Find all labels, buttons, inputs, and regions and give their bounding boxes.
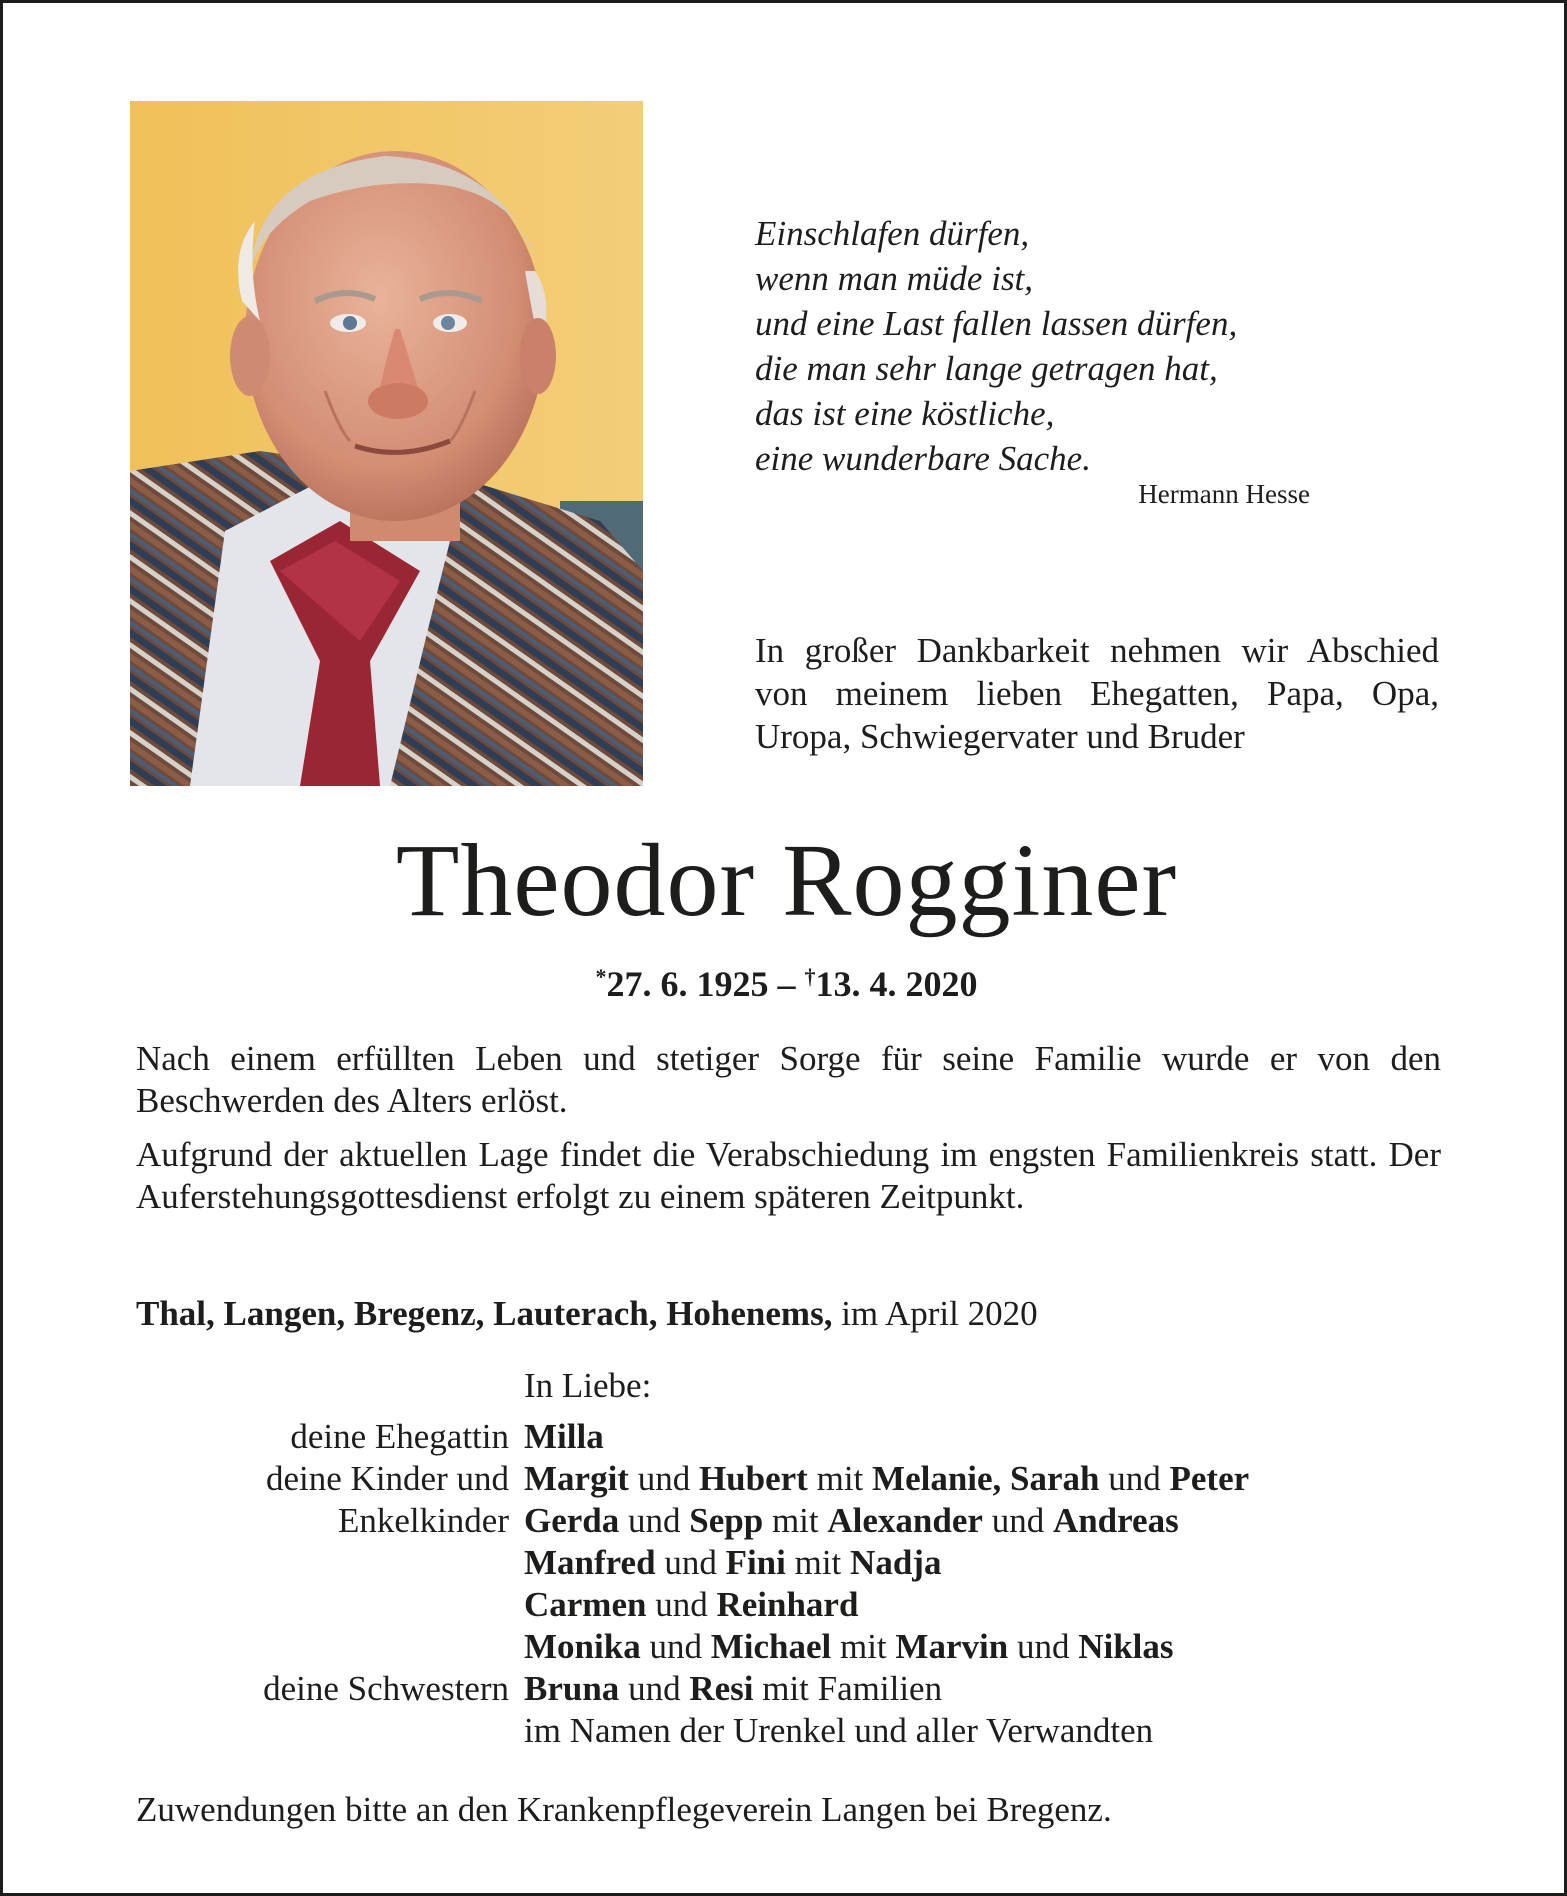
- family-member-name: Hubert: [698, 1459, 808, 1498]
- family-members: [524, 1710, 1153, 1752]
- family-member-name: Sepp: [689, 1501, 764, 1540]
- family-row: [136, 1500, 1441, 1542]
- deceased-name: Theodor Rogginer: [395, 823, 1178, 938]
- family-connector: mit: [831, 1627, 896, 1666]
- date-separator: –: [768, 964, 805, 1004]
- family-member-name: Milla: [524, 1417, 604, 1456]
- family-member-name: Margit: [524, 1459, 629, 1498]
- poem-line: eine wunderbare Sache.: [755, 439, 1091, 478]
- intro-text: In großer Dankbarkeit nehmen wir Abschied von meinem lieben Ehegatten, Papa, Opa, Uropa, Schwiegervater und Bruder: [755, 631, 1439, 756]
- family-connector: und: [640, 1627, 711, 1666]
- family-member-name: Reinhard: [716, 1585, 859, 1624]
- family-member-name: Andreas: [1052, 1501, 1179, 1540]
- family-member-name: Fini: [725, 1543, 786, 1582]
- family-connector: und: [655, 1543, 726, 1582]
- family-member-name: Monika: [524, 1627, 641, 1666]
- family-member-name: Peter: [1169, 1459, 1250, 1498]
- family-connector: mit: [763, 1501, 828, 1540]
- death-date: 13. 4. 2020: [815, 964, 978, 1004]
- poem: [755, 211, 1315, 481]
- poem-author: Hermann Hesse: [1138, 479, 1310, 509]
- family-relation-label: deine Schwestern: [263, 1669, 509, 1708]
- family-members: [524, 1500, 1179, 1542]
- portrait-image: [130, 101, 643, 786]
- birth-symbol: *: [595, 964, 607, 989]
- family-member-name: Melanie, Sarah: [872, 1459, 1100, 1498]
- family-connector: und: [982, 1501, 1053, 1540]
- family-connector: und: [1008, 1627, 1079, 1666]
- family-relation-label: [136, 1584, 524, 1626]
- family-row: [136, 1584, 1441, 1626]
- family-members: [524, 1668, 942, 1710]
- family-member-name: Gerda: [524, 1501, 620, 1540]
- family-connector: und: [646, 1585, 717, 1624]
- family-list: [136, 1416, 1441, 1752]
- family-connector: im Namen der Urenkel und aller Verwandten: [524, 1711, 1154, 1750]
- family-row: [136, 1710, 1441, 1752]
- life-dates: [3, 955, 1567, 1006]
- family-member-name: Manfred: [524, 1543, 656, 1582]
- family-row: [136, 1668, 1441, 1710]
- family-row: [136, 1416, 1441, 1458]
- family-member-name: Marvin: [895, 1627, 1009, 1666]
- family-member-name: Resi: [689, 1669, 754, 1708]
- family-relation-label: Enkelkinder: [337, 1501, 509, 1540]
- family-row: [136, 1542, 1441, 1584]
- in-love-heading: In Liebe:: [524, 1366, 652, 1405]
- places: Thal, Langen, Bregenz, Lauterach, Hohenems,: [136, 1294, 833, 1333]
- family-row: [136, 1626, 1441, 1668]
- family-members: [524, 1542, 941, 1584]
- donation-note: Zuwendungen bitte an den Krankenpflegeverein Langen bei Bregenz.: [136, 1790, 1112, 1829]
- family-members: [524, 1458, 1249, 1500]
- family-connector: und: [619, 1501, 690, 1540]
- family-connector: mit Familien: [753, 1669, 943, 1708]
- family-connector: und: [619, 1669, 690, 1708]
- family-relation-label: [136, 1710, 524, 1752]
- paragraph-ceremony: Aufgrund der aktuellen Lage findet die Verabschiedung im engsten Familienkreis statt. Der Auferstehungsgottesdienst erfolgt zu einem späteren Zeitpunkt.: [136, 1135, 1441, 1216]
- poem-line: die man sehr lange getragen hat,: [755, 349, 1218, 388]
- family-relation-label: deine Ehegattin: [290, 1417, 509, 1456]
- family-connector: und: [628, 1459, 699, 1498]
- family-relation-label: [136, 1626, 524, 1668]
- family-relation-label: deine Kinder und: [266, 1459, 509, 1498]
- portrait-photo: [130, 101, 643, 786]
- poem-line: das ist eine köstliche,: [755, 394, 1055, 433]
- paragraph-life: Nach einem erfüllten Leben und stetiger Sorge für seine Familie wurde er von den Beschwerden des Alters erlöst.: [136, 1039, 1441, 1120]
- poem-line: wenn man müde ist,: [755, 259, 1034, 298]
- family-members: [524, 1584, 858, 1626]
- family-members: [524, 1416, 604, 1458]
- family-connector: mit: [785, 1543, 851, 1582]
- place-date-line: [136, 1293, 1441, 1335]
- month-date: im April 2020: [832, 1294, 1038, 1333]
- poem-line: und eine Last fallen lassen dürfen,: [755, 304, 1238, 343]
- family-member-name: Carmen: [524, 1585, 647, 1624]
- death-symbol: †: [804, 964, 816, 989]
- family-connector: und: [1099, 1459, 1170, 1498]
- family-members: [524, 1626, 1174, 1668]
- family-member-name: Michael: [710, 1627, 832, 1666]
- family-member-name: Alexander: [827, 1501, 983, 1540]
- poem-line: Einschlafen dürfen,: [755, 214, 1030, 253]
- family-row: [136, 1458, 1441, 1500]
- family-member-name: Bruna: [524, 1669, 620, 1708]
- family-relation-label: [136, 1542, 524, 1584]
- family-member-name: Nadja: [850, 1543, 942, 1582]
- birth-date: 27. 6. 1925: [606, 964, 769, 1004]
- family-connector: mit: [807, 1459, 873, 1498]
- family-member-name: Niklas: [1078, 1627, 1174, 1666]
